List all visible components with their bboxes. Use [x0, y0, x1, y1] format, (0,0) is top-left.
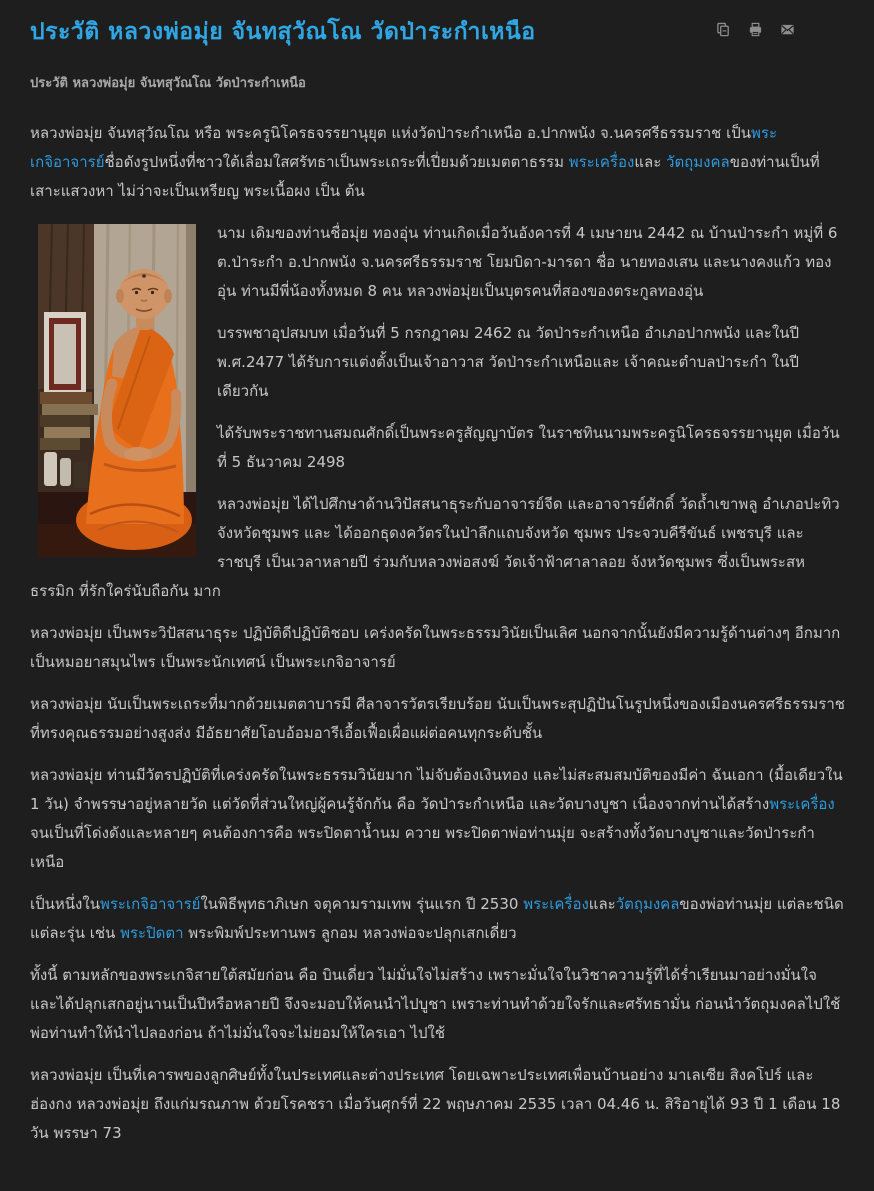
text-link[interactable]: พระเกจิอาจารย์ [30, 123, 778, 171]
email-icon [780, 22, 795, 37]
print-button[interactable] [748, 22, 763, 37]
paragraph [30, 761, 845, 877]
text-run: นาม เดิมของท่านชื่อมุ่ย ทองอุ่น ท่านเกิดเมื่อวันอังคารที่ 4 เมษายน 2442 ณ บ้านป่าระกำ หมู่ที่ 6 ต.ป่าระกำ อ.ปากพนัง จ.นครศรีธรรมราช โยมบิดา-มารดา ชื่อ นายทองเสน และนางคงแก้ว ทองอุ่น ท่านมีพี่น้องทั้งหมด 8 คน หลวงพ่อมุ่ยเป็นบุตรคนที่สองของตระกูลทองอุ่น [217, 223, 838, 300]
copy-button[interactable] [716, 22, 731, 37]
article-paragraphs [30, 119, 845, 1148]
text-run: ในพิธีพุทธาภิเษก จตุคามรามเทพ รุ่นแรก ปี 2530 [200, 894, 524, 913]
text-run: หลวงพ่อมุ่ย ได้ไปศึกษาด้านวิปัสสนาธุระกับอาจารย์จีด และอาจารย์ศักดิ์ วัดถ้ำเขาพลู อำเภอปะทิว จังหวัดชุมพร และ ได้ออกธุดงควัตรในป่าลึกแถบจังหวัด ชุมพร ประจวบคีรีขันธ์ เพชรบุรี และราชบุรี เป็นเวลาหลายปี ร่วมกับหลวงพ่อสงฆ์ วัดเจ้าฟ้าศาลาลอย จังหวัดชุมพร ซึ่งเป็นพระสหธรรมิก ที่รักใคร่นับถือกัน มาก [30, 494, 840, 600]
email-button[interactable] [780, 22, 795, 37]
paragraph [30, 690, 845, 748]
copy-icon [716, 22, 731, 37]
text-run: และ [634, 152, 667, 171]
text-run: บรรพชาอุปสมบท เมื่อวันที่ 5 กรกฎาคม 2462 ณ วัดป่าระกำเหนือ อำเภอปากพนัง และในปี พ.ศ.2477 ได้รับการแต่งตั้งเป็นเจ้าอาวาส วัดป่าระกำเหนือและ เจ้าคณะตำบลป่าระกำ ในปีเดียวกัน [217, 323, 800, 400]
header-action-icons [716, 16, 845, 37]
text-run: พระพิมพ์ประทานพร ลูกอม หลวงพ่อจะปลุกเสกเดี่ยว [183, 923, 517, 942]
text-run: หลวงพ่อมุ่ย เป็นที่เคารพของลูกศิษย์ทั้งในประเทศและต่างประเทศ โดยเฉพาะประเทศเพื่อนบ้านอย่าง มาเลเซีย สิงคโปร์ และฮ่องกง หลวงพ่อมุ่ย ถึงแก่มรณภาพ ด้วยโรคชรา เมื่อวันศุกร์ที่ 22 พฤษภาคม 2535 เวลา 04.46 น. สิริอายุได้ 93 ปี 1 เดือน 18 วัน พรรษา 73 [30, 1065, 841, 1142]
text-run: จนเป็นที่โด่งดังและหลายๆ คนต้องการคือ พระปิดตาน้ำนม ควาย พระปิดตาพ่อท่านมุ่ย จะสร้างทั้งวัดบางบูชาและวัดป่าระกำ เหนือ [30, 823, 815, 871]
text-link[interactable]: พระปิดตา [120, 923, 184, 942]
paragraph [30, 619, 845, 677]
text-run: หลวงพ่อมุ่ย จันทสุวัณโณ หรือ พระครูนิโครธจรรยานุยุต แห่งวัดป่าระกำเหนือ อ.ปากพนัง จ.นครศรีธรรมราช เป็น [30, 123, 752, 142]
print-icon [748, 22, 763, 37]
text-run: ได้รับพระราชทานสมณศักดิ์เป็นพระครูสัญญาบัตร ในราชทินนามพระครูนิโครธจรรยานุยุต เมื่อวันที่ 5 ธันวาคม 2498 [217, 423, 840, 471]
text-link[interactable]: พระเกจิอาจารย์ [99, 894, 201, 913]
paragraph [30, 961, 845, 1048]
page-subtitle: ประวัติ หลวงพ่อมุ่ย จันทสุวัณโณ วัดป่าระกำเหนือ [30, 75, 306, 91]
paragraph [30, 1061, 845, 1148]
text-run: ของท่านเป็นที่เสาะแสวงหา ไม่ว่าจะเป็นเหรียญ พระเนื้อผง เป็น ต้น [30, 152, 820, 200]
text-run: หลวงพ่อมุ่ย เป็นพระวิปัสสนาธุระ ปฏิบัติดีปฏิบัติชอบ เคร่งครัดในพระธรรมวินัยเป็นเลิศ นอกจากนั้นยังมีความรู้ด้านต่างๆ อีกมาก เป็นหมอยาสมุนไพร เป็นพระนักเทศน์ เป็นพระเกจิอาจารย์ [30, 623, 841, 671]
text-run: หลวงพ่อมุ่ย ท่านมีวัตรปฏิบัติที่เคร่งครัดในพระธรรมวินัยมาก ไม่จับต้องเงินทอง และไม่สะสมสมบัติของมีค่า ฉันเอกา (มื้อเดียวใน 1 วัน) จำพรรษาอยู่หลายวัด แต่วัดที่ส่วนใหญ่ผู้คนรู้จักกัน คือ วัดป่าระกำเหนือ และวัดบางบูชา เนื่องจากท่านได้สร้าง [30, 765, 843, 813]
text-run: และ [588, 894, 616, 913]
text-link[interactable]: พระเครื่อง [523, 894, 589, 913]
text-run: ชื่อดังรูปหนึ่งที่ชาวใต้เลื่อมใสศรัทธาเป็นพระเถระที่เปี่ยมด้วยเมตตาธรรม [104, 152, 569, 171]
monk-portrait-photo [38, 224, 196, 557]
paragraph [30, 119, 845, 206]
text-link[interactable]: วัตถุมงคล [666, 152, 730, 171]
text-link[interactable]: วัตถุมงคล [615, 894, 680, 913]
text-run: หลวงพ่อมุ่ย นับเป็นพระเถระที่มากด้วยเมตตาบารมี ศีลาจารวัตรเรียบร้อย นับเป็นพระสุปฏิปันโนรูปหนึ่งของเมืองนครศรีธรรมราช ที่ทรงคุณธรรมอย่างสูงส่ง มีอัธยาศัยโอบอ้อมอารีเอื้อเฟื้อเผื่อแผ่ต่อคนทุกระดับชั้น [30, 694, 845, 742]
text-link[interactable]: พระเครื่อง [769, 794, 835, 813]
text-run: เป็นหนึ่งใน [30, 894, 100, 913]
page-title: ประวัติ หลวงพ่อมุ่ย จันทสุวัณโณ วัดป่าระกำเหนือ [30, 19, 536, 45]
page-header [30, 16, 845, 48]
text-run: ของพ่อท่านมุ่ย แต่ละชนิดแต่ละรุ่น เช่น [30, 894, 844, 942]
text-run: ทั้งนี้ ตามหลักของพระเกจิสายใต้สมัยก่อน คือ บินเดี่ยว ไม่มั่นใจไม่สร้าง เพราะมั่นใจในวิชาความรู้ที่ได้ร่ำเรียนมาอย่างมั่นใจ และได้ปลุกเสกอยู่นานเป็นปีหรือหลายปี จึงจะมอบให้คนนำไปบูชา เพราะท่านทำด้วยใจรักและศรัทธามั่น ก่อนนำวัตถุมงคลไปใช้ พ่อท่านทำให้นำไปลองก่อน ถ้าไม่มั่นใจจะไม่ยอมให้ใครเอา ไปใช้ [30, 965, 841, 1042]
text-link[interactable]: พระเครื่อง [568, 152, 635, 171]
paragraph [30, 890, 845, 948]
